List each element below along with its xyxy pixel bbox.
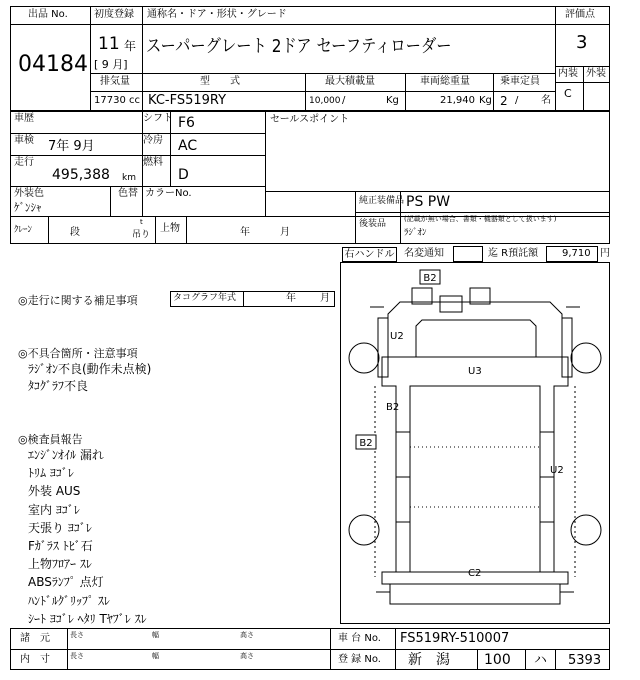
- name-change-label: 名変通知: [404, 248, 444, 259]
- damage-mark: B2: [359, 438, 373, 449]
- fuel-value: D: [178, 167, 189, 183]
- inspector-item: 室内 ﾖｺﾞﾚ: [28, 502, 80, 517]
- upper-year: 年: [240, 227, 250, 238]
- gross-weight-value: 21,940: [440, 95, 475, 106]
- ac-label: 冷房: [143, 135, 163, 146]
- aftermarket-note: (記載が無い場合、書類・機器類として扱います): [404, 215, 557, 223]
- inner-width: 幅: [152, 652, 159, 660]
- mileage-value: 495,388: [52, 167, 110, 183]
- damage-mark: U3: [468, 366, 482, 377]
- defect-item: ﾀｺｸﾞﾗﾌ不良: [28, 379, 89, 393]
- tachograph-year: 年: [286, 293, 296, 304]
- defect-item: ﾗｼﾞｵﾝ不良(動作未点検): [28, 362, 152, 376]
- damage-mark: U2: [390, 331, 404, 342]
- aftermarket-value: ﾗｼﾞｵﾝ: [404, 228, 427, 238]
- inspector-item: ABSﾗﾝﾌﾟ 点灯: [28, 575, 104, 590]
- reg-number: 5393: [568, 653, 602, 668]
- displacement-value: 17730 cc: [94, 95, 140, 106]
- reg-label: 登 録 No.: [338, 654, 381, 665]
- inspector-item: ﾊﾝﾄﾞﾙｸﾞﾘｯﾌﾟ ｽﾚ: [28, 593, 110, 608]
- reg-class: 100: [484, 652, 511, 668]
- spec-width: 幅: [152, 631, 159, 639]
- spec-height: 高さ: [240, 631, 254, 639]
- damage-mark: U2: [550, 465, 564, 476]
- shift-value: F6: [178, 115, 195, 131]
- first-reg-label: 初度登録: [94, 9, 134, 20]
- max-load-label: 最大積載量: [325, 76, 375, 87]
- history-label: 車歴: [14, 113, 34, 124]
- inspector-item: ｼｰﾄ ﾖｺﾞﾚ ﾍﾀﾘ Tﾔﾌﾞﾚ ｽﾚ: [28, 611, 147, 626]
- inspection-label: 車検: [14, 135, 34, 146]
- spec-length: 長さ: [70, 631, 84, 639]
- max-load-unit: Kg: [386, 95, 399, 106]
- spec-label: 諸 元: [20, 633, 50, 644]
- upper-month: 月: [280, 227, 290, 238]
- interior-grade-label: 内装: [558, 68, 578, 79]
- inspector-item: 天張り ﾖｺﾞﾚ: [28, 520, 92, 535]
- displacement-label: 排気量: [100, 76, 130, 87]
- max-load-slash: /: [342, 95, 346, 106]
- model-label: 型 式: [200, 76, 240, 87]
- mileage-unit: km: [122, 173, 136, 183]
- inspection-value: 7年 9月: [48, 139, 95, 154]
- damage-mark: B2: [423, 273, 437, 284]
- grade-label: 評価点: [565, 9, 595, 20]
- car-name: スーパーグレート 2ドア セーフティローダー: [146, 36, 452, 57]
- inspector-title: ◎検査員報告: [18, 433, 83, 446]
- tachograph-label: タコグラフ年式: [173, 293, 237, 303]
- genuine-equipment-value: PS PW: [406, 194, 451, 210]
- tachograph-month: 月: [320, 293, 330, 304]
- max-load-value: 10,000: [309, 96, 341, 106]
- genuine-equipment-label: 純正装備品: [359, 196, 405, 206]
- crane-hang: 吊り: [132, 230, 151, 240]
- color-label: 外装色: [14, 188, 44, 199]
- gross-weight-unit: Kg: [479, 95, 492, 106]
- aftermarket-label: 後装品: [359, 219, 387, 229]
- crane-ton: t: [140, 218, 143, 226]
- mileage-label: 走行: [14, 157, 34, 168]
- exterior-grade-label: 外装: [586, 68, 606, 79]
- inspector-item: ｴﾝｼﾞﾝｵｲﾙ 漏れ: [28, 448, 104, 462]
- sales-point-label: セールスポイント: [270, 114, 350, 125]
- name-label: 通称名・ドア・形状・グレード: [147, 9, 287, 20]
- color-change-label: 色替: [118, 188, 138, 199]
- inner-length: 長さ: [70, 652, 84, 660]
- damage-mark: C2: [468, 568, 482, 579]
- inner-dim-label: 内 寸: [20, 654, 50, 665]
- upper-label: 上物: [160, 223, 180, 234]
- defects-title: ◎不具合箇所・注意事項: [18, 347, 138, 360]
- capacity-label: 乗車定員: [500, 76, 540, 87]
- first-reg-year: 11: [98, 34, 120, 54]
- color-no-header: カラーNo.: [145, 188, 192, 199]
- gross-weight-label: 車両総重量: [420, 76, 470, 87]
- vehicle-damage-diagram: [340, 262, 610, 624]
- inner-height: 高さ: [240, 652, 254, 660]
- chassis-label: 車 台 No.: [338, 633, 381, 644]
- capacity-slash: /: [515, 95, 519, 106]
- crane-label: ｸﾚｰﾝ: [14, 225, 33, 235]
- inspector-item: ﾄﾘﾑ ﾖｺﾞﾚ: [28, 466, 74, 481]
- damage-mark: B2: [386, 402, 400, 413]
- capacity-value: 2: [500, 94, 508, 108]
- inspector-item: Fｶﾞﾗｽ ﾄﾋﾞ石: [28, 539, 93, 553]
- driving-notes-title: ◎走行に関する補足事項: [18, 294, 138, 307]
- lot-number: 04184: [18, 52, 88, 77]
- interior-grade-value: C: [564, 87, 572, 100]
- chassis-value: FS519RY-510007: [400, 631, 510, 646]
- model-value: KC-FS519RY: [148, 93, 227, 108]
- shift-label: シフト: [143, 113, 173, 124]
- ac-value: AC: [178, 138, 198, 154]
- inspector-item: 上物ﾌﾛｱｰ ｽﾚ: [28, 557, 92, 572]
- color-value: ｹﾞﾝｼｬ: [14, 201, 42, 214]
- fare-label: 迄 R預託額: [488, 248, 539, 259]
- fuel-label: 燃料: [143, 157, 163, 168]
- first-reg-year-unit: 年: [124, 39, 137, 53]
- capacity-unit: 名: [541, 95, 551, 106]
- first-reg-month: [ 9 月]: [94, 58, 128, 71]
- name-change-box: [453, 246, 483, 262]
- fare-unit: 円: [600, 248, 610, 259]
- inspector-item: 外装 AUS: [28, 484, 81, 499]
- right-hand-drive-box: 右ハンドル: [342, 247, 397, 262]
- score-value: 3: [576, 32, 588, 53]
- lot-no-label: 出品 No.: [28, 9, 68, 20]
- reg-kana: ハ: [534, 653, 548, 668]
- fare-value: 9,710: [562, 248, 591, 259]
- reg-region: 新 潟: [408, 652, 450, 668]
- crane-stage: 段: [70, 227, 80, 238]
